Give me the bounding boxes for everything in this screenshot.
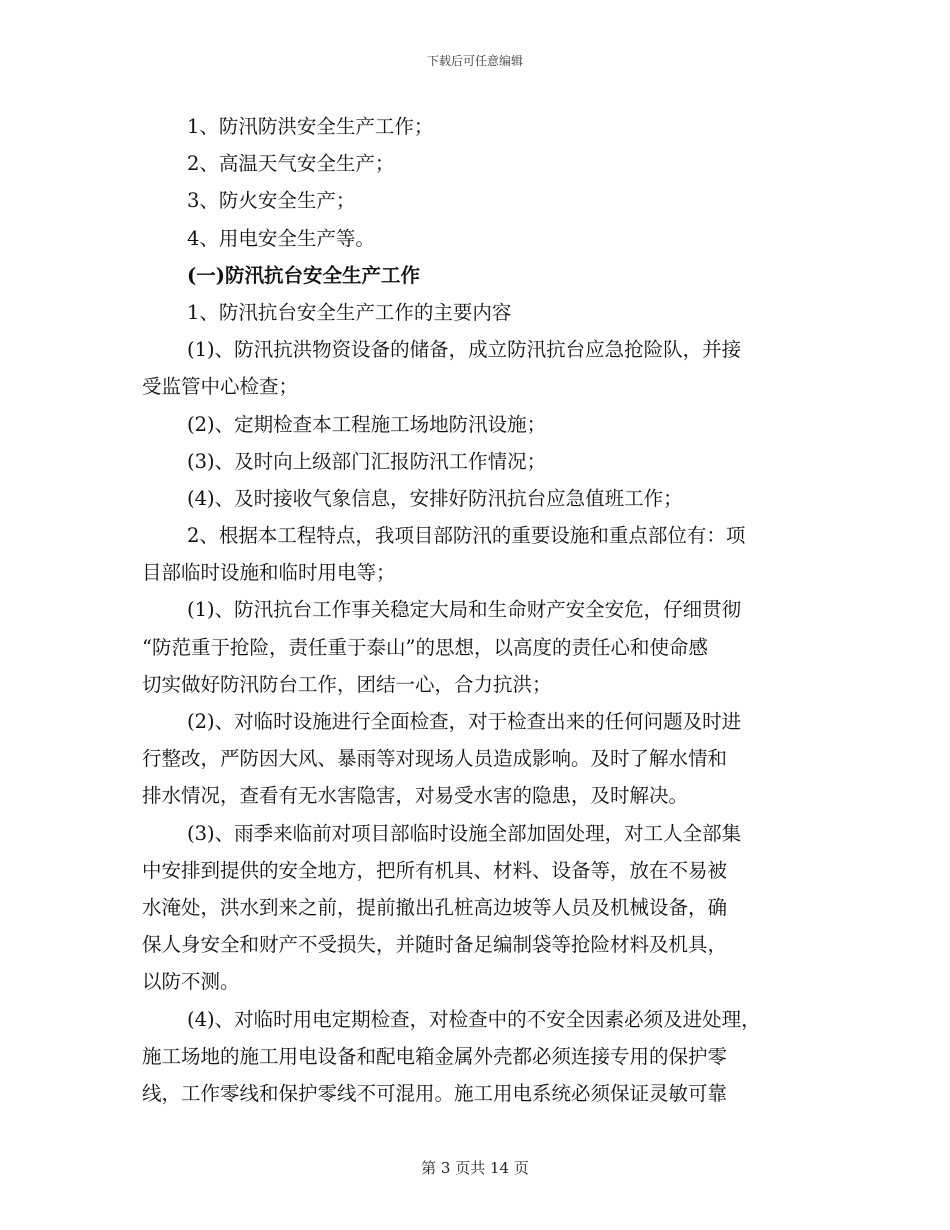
document-body (142, 108, 824, 1112)
paragraph-line: (2)、定期检查本工程施工场地防汛设施； (187, 412, 547, 436)
paragraph-line: (4)、及时接收气象信息，安排好防汛抗台应急值班工作； (187, 486, 683, 510)
page-header: 下载后可任意编辑 (426, 54, 523, 68)
paragraph-line: (3)、雨季来临前对项目部临时设施全部加固处理，对工人全部集 (187, 821, 742, 845)
paragraph-line: 4、用电安全生产等。 (187, 226, 375, 250)
page-footer: 第 3 页共 14 页 (421, 1159, 529, 1177)
paragraph-line: 3、防火安全生产； (187, 189, 356, 213)
paragraph-line: 2、根据本工程特点，我项目部防汛的重要设施和重点部位有：项 (187, 524, 746, 548)
paragraph-line: 水淹处，洪水到来之前，提前撤出孔桩高边坡等人员及机械设备，确 (142, 895, 728, 919)
paragraph-line: 排水情况，查看有无水害隐害，对易受水害的隐患，及时解决。 (142, 784, 689, 808)
paragraph-line: 1、防汛抗台安全生产工作的主要内容 (187, 300, 512, 324)
paragraph-line: (1)、防汛抗洪物资设备的储备，成立防汛抗台应急抢险队，并接 (187, 338, 742, 362)
paragraph-line: 保人身安全和财产不受损失，并随时备足编制袋等抢险材料及机具， (142, 933, 728, 957)
paragraph-line: 线，工作零线和保护零线不可混用。施工用电系统必须保证灵敏可靠 (142, 1081, 728, 1105)
paragraph-line: (4)、对临时用电定期检查，对检查中的不安全因素必须及进处理， (187, 1007, 761, 1031)
paragraph-line: 以防不测。 (142, 970, 240, 994)
paragraph-line: 1、防汛防洪安全生产工作； (187, 115, 434, 138)
paragraph-line: 受监管中心检查； (142, 375, 299, 399)
paragraph-line: “防范重于抢险，责任重于泰山”的思想，以高度的责任心和使命感 (142, 635, 708, 659)
paragraph-line: (3)、及时向上级部门汇报防汛工作情况； (187, 449, 547, 473)
paragraph-line: (1)、防汛抗台工作事关稳定大局和生命财产安全安危，仔细贯彻 (187, 598, 742, 622)
paragraph-line: 2、高温天气安全生产； (187, 152, 395, 176)
paragraph-line: 目部临时设施和临时用电等； (142, 561, 396, 585)
paragraph-line: 中安排到提供的安全地方，把所有机具、材料、设备等，放在不易被 (142, 858, 728, 882)
paragraph-line: 行整改，严防因大风、暴雨等对现场人员造成影响。及时了解水情和 (142, 747, 728, 771)
section-heading: (一)防汛抗台安全生产工作 (187, 263, 420, 287)
paragraph-line: 切实做好防汛防台工作，团结一心，合力抗洪； (142, 672, 552, 696)
paragraph-line: 施工场地的施工用电设备和配电箱金属外壳都必须连接专用的保护零 (142, 1044, 728, 1068)
paragraph-line: (2)、对临时设施进行全面检查，对于检查出来的任何问题及时进 (187, 710, 742, 733)
